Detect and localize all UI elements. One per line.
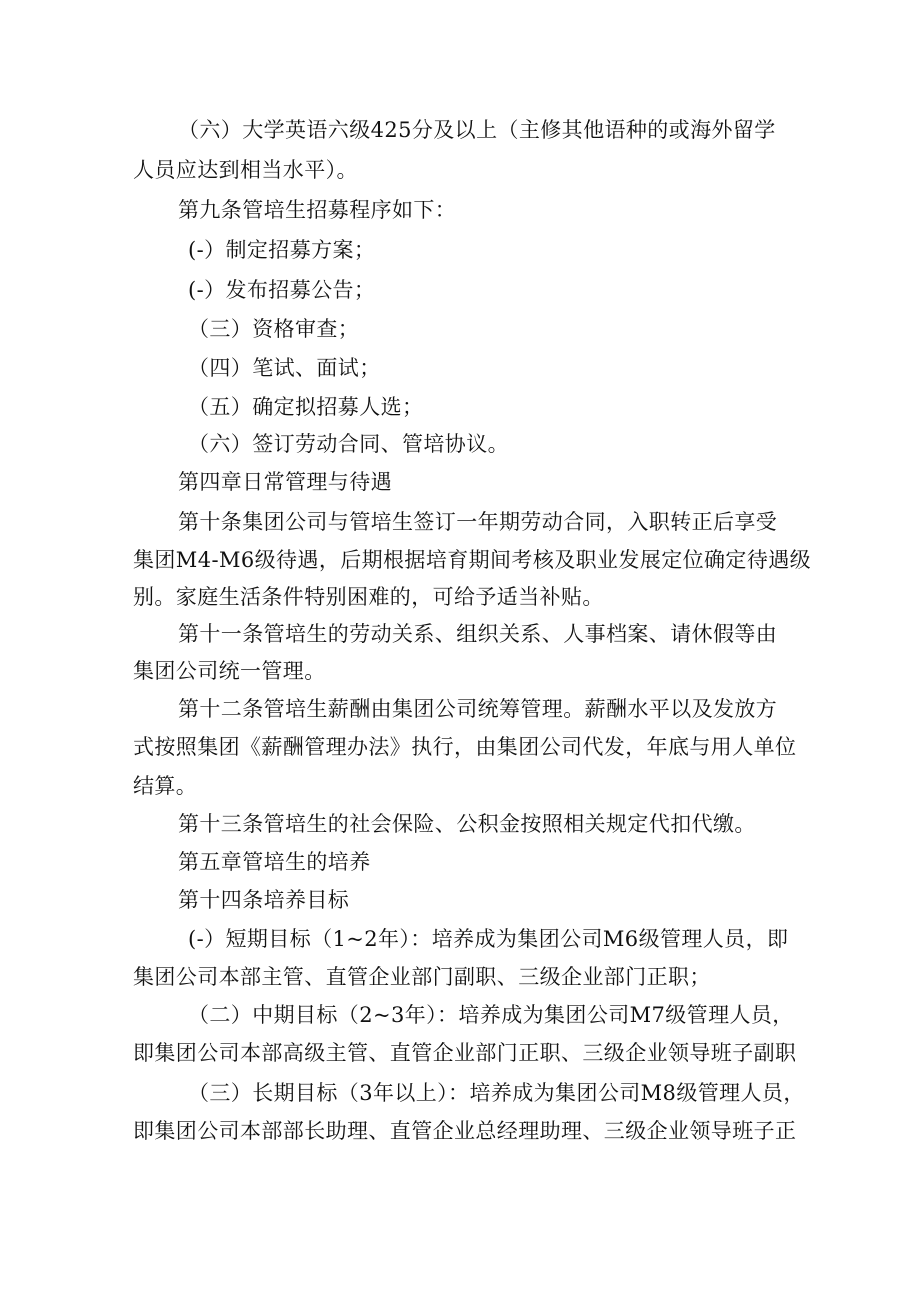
list-item: (-）制定招募方案； — [188, 238, 376, 262]
article-heading: 第九条管培生招募程序如下： — [178, 198, 457, 222]
paragraph-line: 第十二条管培生薪酬由集团公司统筹管理。薪酬水平以及发放方 — [178, 697, 778, 721]
list-item: (-）短期目标（1~2年）：培养成为集团公司M6级管理人员，即 — [188, 927, 789, 951]
paragraph-line: 集团公司统一管理。 — [133, 659, 326, 683]
list-item: （三）长期目标（3年以上）：培养成为集团公司M8级管理人员， — [188, 1081, 805, 1105]
paragraph-line: 人员应达到相当水平）。 — [133, 158, 358, 182]
paragraph-line: 第十一条管培生的劳动关系、组织关系、人事档案、请休假等由 — [178, 622, 778, 646]
paragraph-line: 即集团公司本部部长助理、直管企业总经理助理、三级企业领导班子正 — [133, 1119, 797, 1143]
paragraph-line: 即集团公司本部高级主管、直管企业部门正职、三级企业领导班子副职 — [133, 1041, 797, 1065]
list-item: （六）签订劳动合同、管培协议。 — [188, 432, 509, 456]
paragraph-line: 结算。 — [133, 774, 198, 798]
list-item: (-）发布招募公告； — [188, 278, 376, 302]
paragraph-line: 集团M4-M6级待遇，后期根据培育期间考核及职业发展定位确定待遇级 — [133, 548, 812, 572]
article-heading: 第十四条培养目标 — [178, 888, 350, 912]
paragraph-line: 集团公司本部主管、直管企业部门副职、三级企业部门正职； — [133, 965, 711, 989]
list-item: （四）笔试、面试； — [188, 356, 381, 380]
paragraph-line: 第十条集团公司与管培生签订一年期劳动合同，入职转正后享受 — [178, 510, 778, 534]
list-item: （三）资格审查； — [188, 317, 360, 341]
paragraph-line: 第十三条管培生的社会保险、公积金按照相关规定代扣代缴。 — [178, 812, 756, 836]
paragraph-line: 别。家庭生活条件特别困难的，可给予适当补贴。 — [133, 585, 604, 609]
chapter-heading: 第五章管培生的培养 — [178, 850, 371, 874]
paragraph-line: （六）大学英语六级425分及以上（主修其他语种的或海外留学 — [178, 118, 776, 142]
list-item: （二）中期目标（2~3年）：培养成为集团公司M7级管理人员， — [188, 1003, 794, 1027]
paragraph-line: 式按照集团《薪酬管理办法》执行，由集团公司代发，年底与用人单位 — [133, 735, 797, 759]
chapter-heading: 第四章日常管理与待遇 — [178, 470, 392, 494]
list-item: （五）确定拟招募人选； — [188, 395, 424, 419]
